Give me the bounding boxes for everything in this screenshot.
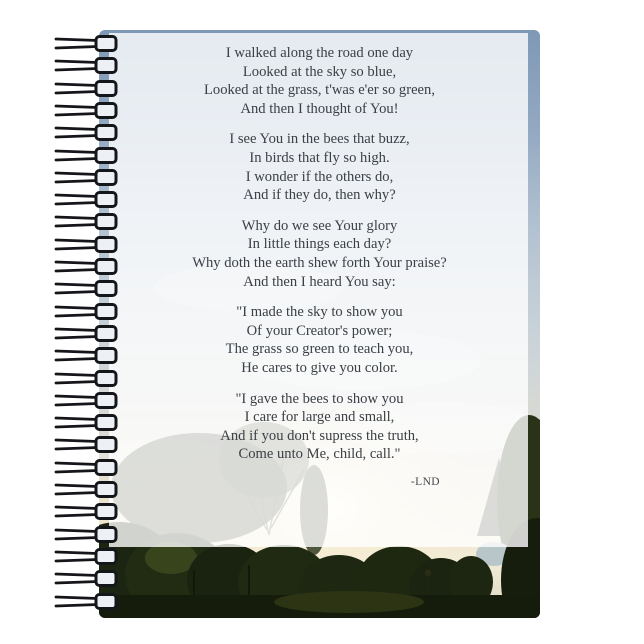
spiral-coil <box>54 570 120 587</box>
spiral-coil <box>54 35 120 52</box>
spiral-coil <box>54 347 120 364</box>
spiral-coil <box>54 325 120 342</box>
spiral-coil <box>54 147 120 164</box>
spiral-coil <box>54 303 120 320</box>
poem-line: I wonder if the others do, <box>245 168 394 185</box>
poem-line: In little things each day? <box>247 236 392 253</box>
spiral-coil <box>54 280 120 297</box>
spiral-coil <box>54 414 120 431</box>
photo-ground <box>99 591 540 618</box>
spiral-coil <box>54 459 120 476</box>
spiral-coil <box>54 213 120 230</box>
poem-line: He cares to give you color. <box>241 359 398 376</box>
spiral-coil <box>54 526 120 543</box>
poem-line: In birds that fly so high. <box>249 149 390 166</box>
poem-line: "I gave the bees to show you <box>235 390 404 407</box>
poem-stanza <box>99 44 540 118</box>
poem-line: And then I heard You say: <box>243 273 396 290</box>
poem-attribution: -LND <box>410 475 440 488</box>
spiral-coil <box>54 80 120 97</box>
spiral-coil <box>54 191 120 208</box>
spiral-coil <box>54 481 120 498</box>
poem-text <box>99 44 540 491</box>
poem-line: And then I thought of You! <box>240 100 399 117</box>
poem-line: Why do we see Your glory <box>241 217 398 234</box>
poem-line: I care for large and small, <box>244 409 395 426</box>
poem-line: And if they do, then why? <box>243 187 396 204</box>
spiral-coil <box>54 593 120 610</box>
poem-line: "I made the sky to show you <box>236 304 403 321</box>
spiral-coil <box>54 102 120 119</box>
spiral-binding <box>54 35 120 615</box>
poem-stanza <box>99 390 540 464</box>
spiral-coil <box>54 548 120 565</box>
spiral-coil <box>54 169 120 186</box>
spiral-coil <box>54 258 120 275</box>
poem-stanza <box>99 217 540 291</box>
spiral-coil <box>54 124 120 141</box>
poem-line: I see You in the bees that buzz, <box>229 131 410 148</box>
poem-line: Looked at the sky so blue, <box>242 63 397 80</box>
poem-line: And if you don't supress the truth, <box>220 427 419 444</box>
spiral-coil <box>54 370 120 387</box>
poem-stanza <box>99 303 540 377</box>
poem-line: I walked along the road one day <box>225 45 414 61</box>
poem-line: The grass so green to teach you, <box>225 341 414 358</box>
poem-line: Looked at the grass, t'was e'er so green, <box>204 82 435 99</box>
poem-line: Of your Creator's power; <box>246 322 393 339</box>
poem-line: Why doth the earth shew forth Your praise? <box>192 254 447 271</box>
spiral-coil <box>54 503 120 520</box>
spiral-coil <box>54 392 120 409</box>
poem-line: Come unto Me, child, call." <box>238 446 401 463</box>
spiral-coil <box>54 236 120 253</box>
spiral-coil <box>54 57 120 74</box>
poem-stanza <box>99 130 540 204</box>
spiral-coil <box>54 436 120 453</box>
